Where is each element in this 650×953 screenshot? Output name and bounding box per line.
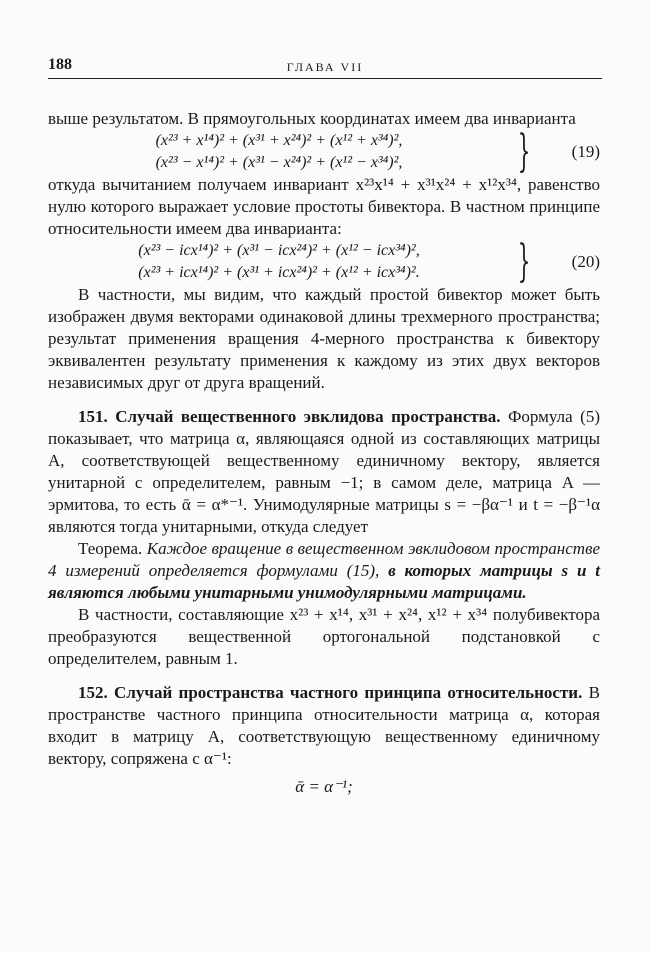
section-151-title: 151. Случай вещественного эвклидова пространства.	[78, 407, 501, 426]
equation-20-number: (20)	[571, 252, 600, 271]
theorem-text: Каждое вращение в вещественном эвклидовом пространстве 4 измерений определяется формулами (15),	[48, 539, 600, 580]
right-brace-icon: }	[517, 126, 531, 177]
section-152-title: 152. Случай пространства частного принципа относительности.	[78, 683, 583, 702]
section-151	[48, 406, 600, 538]
equation-19	[48, 126, 600, 177]
equation-20-line-1: (x²³ − icx¹⁴)² + (x³¹ − icx²⁴)² + (x¹² − icx³⁴)²,	[138, 242, 420, 259]
page-body	[48, 108, 600, 798]
page-number: 188	[48, 56, 72, 73]
theorem-label: Теорема.	[78, 539, 143, 558]
right-brace-icon: }	[517, 236, 531, 287]
final-equation: ᾱ = α⁻¹;	[295, 777, 353, 796]
page-header	[48, 52, 602, 79]
section-151-text: Формула (5) показывает, что матрица α, являющаяся одной из составляющих матрицы A, соответствующей вещественному единичному вектору, является унитарной с определителем, равным −1; в самом деле, матрица A — эрмитова, то есть ᾱ = α*⁻¹. Унимодулярные матрицы s = −βα⁻¹ и t = −β⁻¹α являются тогда унитарными, откуда следует	[48, 407, 600, 536]
equation-20	[48, 236, 600, 287]
theorem	[48, 538, 600, 604]
equation-20-line-2: (x²³ + icx¹⁴)² + (x³¹ + icx²⁴)² + (x¹² + icx³⁴)².	[138, 264, 420, 281]
equation-19-line-2: (x²³ − x¹⁴)² + (x³¹ − x²⁴)² + (x¹² − x³⁴)²,	[155, 154, 403, 171]
theorem-text-bold: в которых матрицы s и t являются любыми унитарными унимодулярными матрицами.	[48, 561, 600, 602]
paragraph-2: откуда вычитанием получаем инвариант x²³x¹⁴ + x³¹x²⁴ + x¹²x³⁴, равенство нулю которого выражает условие простоты бивектора. В частном принципе относительности имеем два инварианта:	[48, 175, 600, 238]
section-152-text: В пространстве частного принципа относительности матрица α, которая входит в матрицу A, соответствующую вещественному единичному вектору, сопряжена с α⁻¹:	[48, 683, 600, 768]
paragraph-1: выше результатом. В прямоугольных координатах имеем два инварианта	[48, 109, 576, 128]
equation-19-number: (19)	[571, 142, 600, 161]
paragraph-4: В частности, составляющие x²³ + x¹⁴, x³¹ + x²⁴, x¹² + x³⁴ полубивектора преобразуются вещественной ортогональной подстановкой с определителем, равным 1.	[48, 605, 600, 668]
chapter-title: ГЛАВА VII	[286, 60, 364, 74]
section-152	[48, 682, 600, 770]
equation-19-line-1: (x²³ + x¹⁴)² + (x³¹ + x²⁴)² + (x¹² + x³⁴)²,	[155, 132, 403, 149]
paragraph-3: В частности, мы видим, что каждый простой бивектор может быть изображен двумя векторами одинаковой длины трехмерного пространства; результат применения вращения 4-мерного пространства к бивектору эквивалентен результату применения к каждому из этих двух векторов независимых друг от друга вращений.	[48, 285, 600, 392]
